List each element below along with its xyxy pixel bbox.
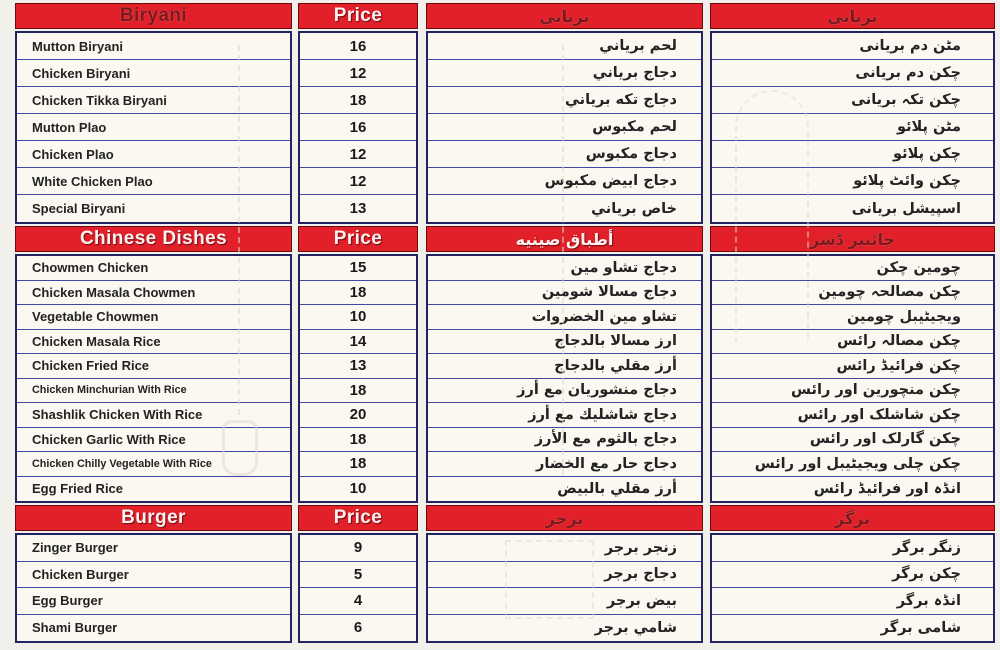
menu-cell-price: 18 (300, 87, 416, 114)
menu-cell-price: 15 (300, 256, 416, 281)
menu-cell-en: Chicken Fried Rice (17, 354, 290, 379)
section-table-chinese-dishes-en (15, 254, 292, 503)
menu-cell-ar: دجاج شاشليك مع أرز (428, 403, 701, 428)
menu-cell-ur: اسپیشل بریانی (851, 200, 961, 217)
menu-cell-ur: چکن تکہ بریانی (712, 87, 993, 114)
menu-cell-en: Chowmen Chicken (17, 256, 290, 281)
menu-cell-ur: چکن مصالہ رائس (712, 330, 993, 355)
column-urdu-names (710, 3, 995, 645)
menu-cell-ar: زنجر برجر (428, 535, 701, 562)
section-table-biryani-ur (710, 31, 995, 224)
menu-cell-ar: لحم برياني (428, 33, 701, 60)
menu-cell-en: Chicken Plao (17, 141, 290, 168)
section-header-chinese-dishes-en: Chinese Dishes (15, 226, 292, 252)
menu-cell-ar: دجاج تشاو مين (428, 256, 701, 281)
section-header-chinese-dishes-ur: چائنیز ڈشز (710, 226, 995, 252)
section-header-chinese-dishes-price: Price (298, 226, 418, 252)
section-header-biryani-ur: برياني (710, 3, 995, 29)
menu-cell-en: Chicken Minchurian With Rice (17, 379, 290, 404)
menu-cell-ar: دجاج منشوريان مع أرز (428, 379, 701, 404)
menu-cell-price: 13 (349, 200, 367, 217)
menu-cell-price: 9 (300, 535, 416, 562)
section-table-biryani-price (298, 31, 418, 224)
menu-cell-ar: أرز مقلي بالدجاج (428, 354, 701, 379)
menu-cell-ur: زنگر برگر (712, 535, 993, 562)
menu-cell-en: Chicken Biryani (17, 60, 290, 87)
section-header-burger-ar: برجر (426, 505, 703, 531)
menu-cell-price: 13 (300, 354, 416, 379)
menu-cell-ar: بيض برجر (428, 588, 701, 615)
menu-cell-ar: دجاج حار مع الخضار (428, 452, 701, 477)
menu-cell-ar: تشاو مين الخضروات (428, 305, 701, 330)
menu-cell-ur: چکن برگر (712, 562, 993, 589)
menu-cell-ur: انڈہ اور فرائیڈ رائس (813, 480, 961, 497)
section-header-burger-price: Price (298, 505, 418, 531)
menu-cell-ur: چکن وائٹ پلائو (712, 168, 993, 195)
menu-cell-ur: چکن مصالحہ چومین (712, 281, 993, 306)
menu-cell-ar: دجاج ابيض مكبوس (428, 168, 701, 195)
menu-cell-ar: خاص برياني (591, 200, 677, 217)
menu-cell-price: 14 (300, 330, 416, 355)
section-header-burger-en: Burger (15, 505, 292, 531)
menu-cell-ar: دجاج تكه برياني (428, 87, 701, 114)
menu-cell-price: 18 (300, 428, 416, 453)
menu-cell-ar: دجاج مسالا شومين (428, 281, 701, 306)
menu-cell-ur: چکن فرائیڈ رائس (712, 354, 993, 379)
section-header-chinese-dishes-ar: أطباق صينيه (426, 226, 703, 252)
menu-cell-en: Zinger Burger (17, 535, 290, 562)
menu-cell-price: 10 (300, 305, 416, 330)
menu-cell-en: Chicken Masala Rice (17, 330, 290, 355)
menu-cell-ar: لحم مكبوس (428, 114, 701, 141)
menu-cell-price: 4 (300, 588, 416, 615)
menu-cell-en: Chicken Tikka Biryani (17, 87, 290, 114)
menu-cell-price: 18 (300, 452, 416, 477)
menu-cell-ar: شامي برجر (594, 619, 677, 636)
menu-cell-ur: مٹن پلائو (712, 114, 993, 141)
menu-cell-ur: چکن گارلک اور رائس (712, 428, 993, 453)
column-prices (298, 3, 418, 645)
menu-cell-en: Chicken Chilly Vegetable With Rice (17, 452, 290, 477)
section-header-biryani-ar: برياني (426, 3, 703, 29)
menu-cell-ar: دجاج مكبوس (428, 141, 701, 168)
menu-cell-en: Mutton Plao (17, 114, 290, 141)
menu-cell-ar: دجاج برياني (428, 60, 701, 87)
menu-cell-ur: چومین چکن (712, 256, 993, 281)
menu-cell-ur: چکن شاشلک اور رائس (712, 403, 993, 428)
menu-cell-ur: چکن منچورین اور رائس (712, 379, 993, 404)
menu-cell-ar: ارز مسالا بالدجاج (428, 330, 701, 355)
menu-cell-en: Chicken Garlic With Rice (17, 428, 290, 453)
menu-cell-en: Egg Burger (17, 588, 290, 615)
menu-cell-ur: چکن چلی ویجیٹیبل اور رائس (712, 452, 993, 477)
menu-cell-en: Shashlik Chicken With Rice (17, 403, 290, 428)
section-table-chinese-dishes-ar (426, 254, 703, 503)
section-table-burger-en (15, 533, 292, 643)
menu-cell-price: 20 (300, 403, 416, 428)
menu-cell-en: White Chicken Plao (17, 168, 290, 195)
column-english-names (15, 3, 292, 645)
menu-cell-price: 16 (300, 114, 416, 141)
menu-cell-price: 18 (300, 379, 416, 404)
section-table-biryani-ar (426, 31, 703, 224)
section-table-biryani-en (15, 31, 292, 224)
menu-cell-price: 12 (300, 168, 416, 195)
menu-cell-ur: انڈہ برگر (712, 588, 993, 615)
menu-cell-en: Chicken Masala Chowmen (17, 281, 290, 306)
menu-cell-price: 10 (349, 480, 367, 498)
menu-cell-ar: دجاج بالثوم مع الأرز (428, 428, 701, 453)
menu-cell-price: 12 (300, 60, 416, 87)
menu-cell-ar: أرز مقلي بالبيض (557, 480, 677, 497)
menu-cell-ar: دجاج برجر (428, 562, 701, 589)
menu-cell-en: Chicken Burger (17, 562, 290, 589)
menu-cell-ur: چکن پلائو (712, 141, 993, 168)
section-table-chinese-dishes-ur (710, 254, 995, 503)
menu-cell-ur: چکن دم بریانی (712, 60, 993, 87)
section-header-burger-ur: برگر (710, 505, 995, 531)
menu-cell-en: Mutton Biryani (17, 33, 290, 60)
section-header-biryani-en: Biryani (15, 3, 292, 29)
menu-cell-price: 16 (300, 33, 416, 60)
menu-cell-price: 12 (300, 141, 416, 168)
section-table-burger-ur (710, 533, 995, 643)
section-table-burger-ar (426, 533, 703, 643)
menu-cell-en: Egg Fried Rice (32, 481, 124, 497)
column-arabic-names (426, 3, 703, 645)
menu-cell-price: 18 (300, 281, 416, 306)
section-table-burger-price (298, 533, 418, 643)
section-header-biryani-price: Price (298, 3, 418, 29)
menu-cell-en: Special Biryani (32, 201, 126, 216)
section-table-chinese-dishes-price (298, 254, 418, 503)
menu-cell-en: Vegetable Chowmen (17, 305, 290, 330)
menu-cell-ur: مٹن دم بریانی (712, 33, 993, 60)
menu-cell-price: 5 (300, 562, 416, 589)
menu-cell-en: Shami Burger (32, 620, 118, 636)
menu-cell-ur: شامی برگر (880, 619, 961, 636)
menu-cell-price: 6 (353, 619, 363, 637)
menu-cell-ur: ویجیٹیبل چومین (712, 305, 993, 330)
